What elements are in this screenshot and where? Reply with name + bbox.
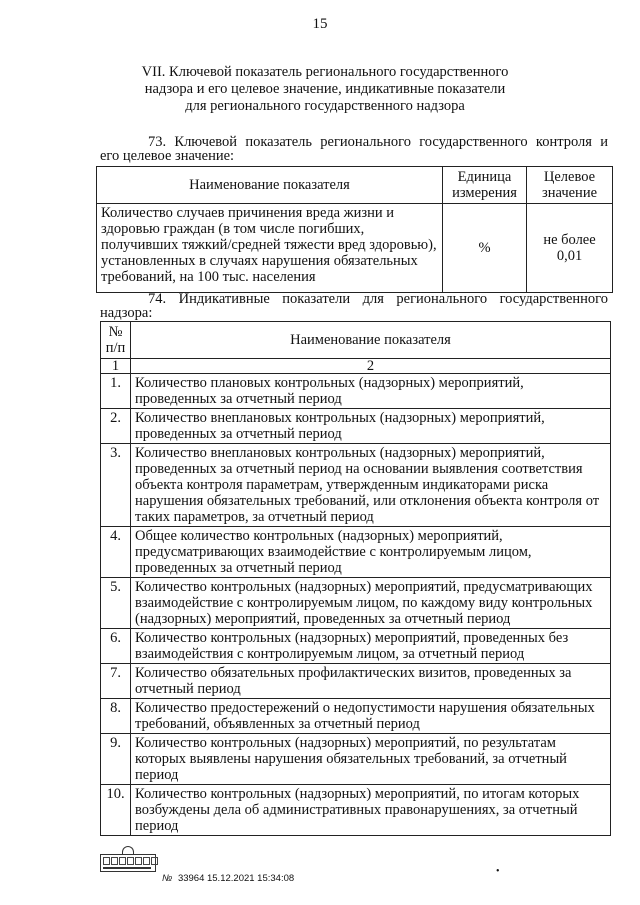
row-number: 4. (101, 527, 131, 578)
key-table-header-target: Целевое значение (527, 167, 613, 204)
row-number: 3. (101, 444, 131, 527)
indicator-table-header-name: Наименование показателя (131, 322, 611, 359)
indicative-indicators-table (100, 321, 611, 836)
footer-registration (162, 873, 294, 884)
document-stamp-icon (100, 854, 156, 872)
table-row (101, 734, 611, 785)
paragraph-74-line-2: надзора: (100, 305, 153, 321)
section-title-line: VII. Ключевой показатель регионального государственного (141, 64, 509, 80)
stamp-cells (103, 857, 158, 865)
key-table-header-row (97, 167, 613, 204)
row-text: Общее количество контрольных (надзорных) мероприятий, предусматривающих взаимодействие с контролируемым лицом, проведенных за отчетный период (131, 527, 611, 578)
row-text: Количество контрольных (надзорных) мероприятий, по итогам которых возбуждены дела об административных правонарушениях, за отчетный период (131, 785, 611, 836)
key-table-header-unit: Единица измерения (443, 167, 527, 204)
column-number-1: 1 (101, 359, 131, 374)
stamp-bar (103, 867, 151, 869)
key-table-unit: % (443, 204, 527, 293)
paragraph-74 (100, 292, 608, 320)
indicator-table-header-row (101, 322, 611, 359)
table-row (101, 527, 611, 578)
indicator-table-header-num: № п/п (101, 322, 131, 359)
paragraph-73-line-2: его целевое значение: (100, 148, 235, 164)
row-text: Количество контрольных (надзорных) мероприятий, предусматривающих взаимодействие с контролируемым лицом, по каждому виду контрольных (надзорных) мероприятий, проведенных за отчетный период (131, 578, 611, 629)
paragraph-73-line-1: 73. Ключевой показатель регионального государственного контроля и (148, 134, 608, 150)
section-title-line: для регионального государственного надзора (185, 98, 465, 114)
page-number: 15 (312, 16, 328, 32)
row-number: 9. (101, 734, 131, 785)
footer-dot: • (496, 866, 500, 877)
key-indicator-table (96, 166, 613, 293)
table-row (101, 699, 611, 734)
row-text: Количество внеплановых контрольных (надзорных) мероприятий, проведенных за отчетный период на основании выявления соответствия объекта контроля параметрам, утвержденным индикаторами риска нарушения обязательных требований, или отклонения объекта контроля от таких параметров, за отчетный период (131, 444, 611, 527)
table-row (101, 629, 611, 664)
row-text: Количество обязательных профилактических визитов, проведенных за отчетный период (131, 664, 611, 699)
table-row (101, 444, 611, 527)
section-title (80, 64, 570, 115)
row-number: 1. (101, 374, 131, 409)
row-text: Количество контрольных (надзорных) мероприятий, проведенных без взаимодействия с контролируемым лицом, за отчетный период (131, 629, 611, 664)
paragraph-73 (100, 135, 608, 163)
key-table-header-name: Наименование показателя (97, 167, 443, 204)
row-number: 2. (101, 409, 131, 444)
row-number: 6. (101, 629, 131, 664)
row-text: Количество контрольных (надзорных) мероприятий, по результатам которых выявлены нарушения обязательных требований, за отчетный период (131, 734, 611, 785)
row-number: 5. (101, 578, 131, 629)
row-number: 10. (101, 785, 131, 836)
table-row (101, 578, 611, 629)
stamp-dome-icon (122, 846, 134, 854)
footer-registration-text: 33964 15.12.2021 15:34:08 (177, 873, 295, 884)
key-table-row (97, 204, 613, 293)
row-text: Количество плановых контрольных (надзорных) мероприятий, проведенных за отчетный период (131, 374, 611, 409)
row-text: Количество предостережений о недопустимости нарушения обязательных требований, объявленных за отчетный период (131, 699, 611, 734)
row-text: Количество внеплановых контрольных (надзорных) мероприятий, проведенных за отчетный период (131, 409, 611, 444)
key-table-indicator-name: Количество случаев причинения вреда жизни и здоровью граждан (в том числе погибших, получивших тяжкий/средней тяжести вред здоровью), установленных в случаях нарушения обязательных требований, на 100 тыс. населения (97, 204, 443, 293)
table-row (101, 664, 611, 699)
row-number: 8. (101, 699, 131, 734)
key-table-target-value: не более 0,01 (527, 204, 613, 293)
section-title-line: надзора и его целевое значение, индикативные показатели (144, 81, 506, 97)
row-number: 7. (101, 664, 131, 699)
paragraph-74-line-1: 74. Индикативные показатели для регионального государственного (148, 291, 608, 307)
table-row (101, 374, 611, 409)
footer-number-mark: № (162, 873, 173, 884)
table-row (101, 785, 611, 836)
column-number-2: 2 (131, 359, 611, 374)
indicator-table-column-numbers (101, 359, 611, 374)
table-row (101, 409, 611, 444)
